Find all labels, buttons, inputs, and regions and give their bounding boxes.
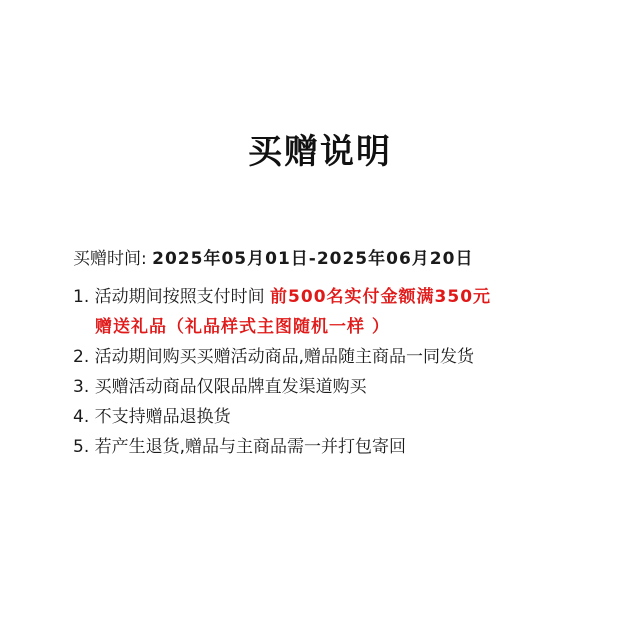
period-label: 买赠时间:	[73, 249, 153, 269]
rule-number: 5.	[73, 437, 90, 457]
rule-number: 1.	[73, 287, 90, 307]
rule-text: 不支持赠品退换货	[89, 407, 231, 427]
period-dates: 2025年05月01日-2025年06月20日	[152, 249, 474, 269]
rules-list	[73, 282, 613, 462]
rule-item-3	[73, 372, 613, 402]
rule-text: 买赠活动商品仅限品牌直发渠道购买	[89, 377, 367, 397]
page-title: 买赠说明	[248, 132, 392, 172]
rule-item-4	[73, 402, 613, 432]
rule-number: 2.	[73, 347, 90, 367]
rule-highlight: 前500名实付金额满350元	[270, 287, 492, 307]
rule-item-1	[73, 282, 613, 342]
rule-text: 若产生退货,赠品与主商品需一并打包寄回	[89, 437, 407, 457]
promotion-period	[73, 247, 473, 271]
rule-item-5	[73, 432, 613, 462]
rule-highlight-continued: 赠送礼品（礼品样式主图随机一样 ）	[95, 317, 390, 337]
rule-item-2	[73, 342, 613, 372]
rule-text: 活动期间按照支付时间	[89, 287, 271, 307]
rule-text: 活动期间购买买赠活动商品,赠品随主商品一同发货	[89, 347, 475, 367]
rule-number: 3.	[73, 377, 90, 397]
rule-number: 4.	[73, 407, 90, 427]
